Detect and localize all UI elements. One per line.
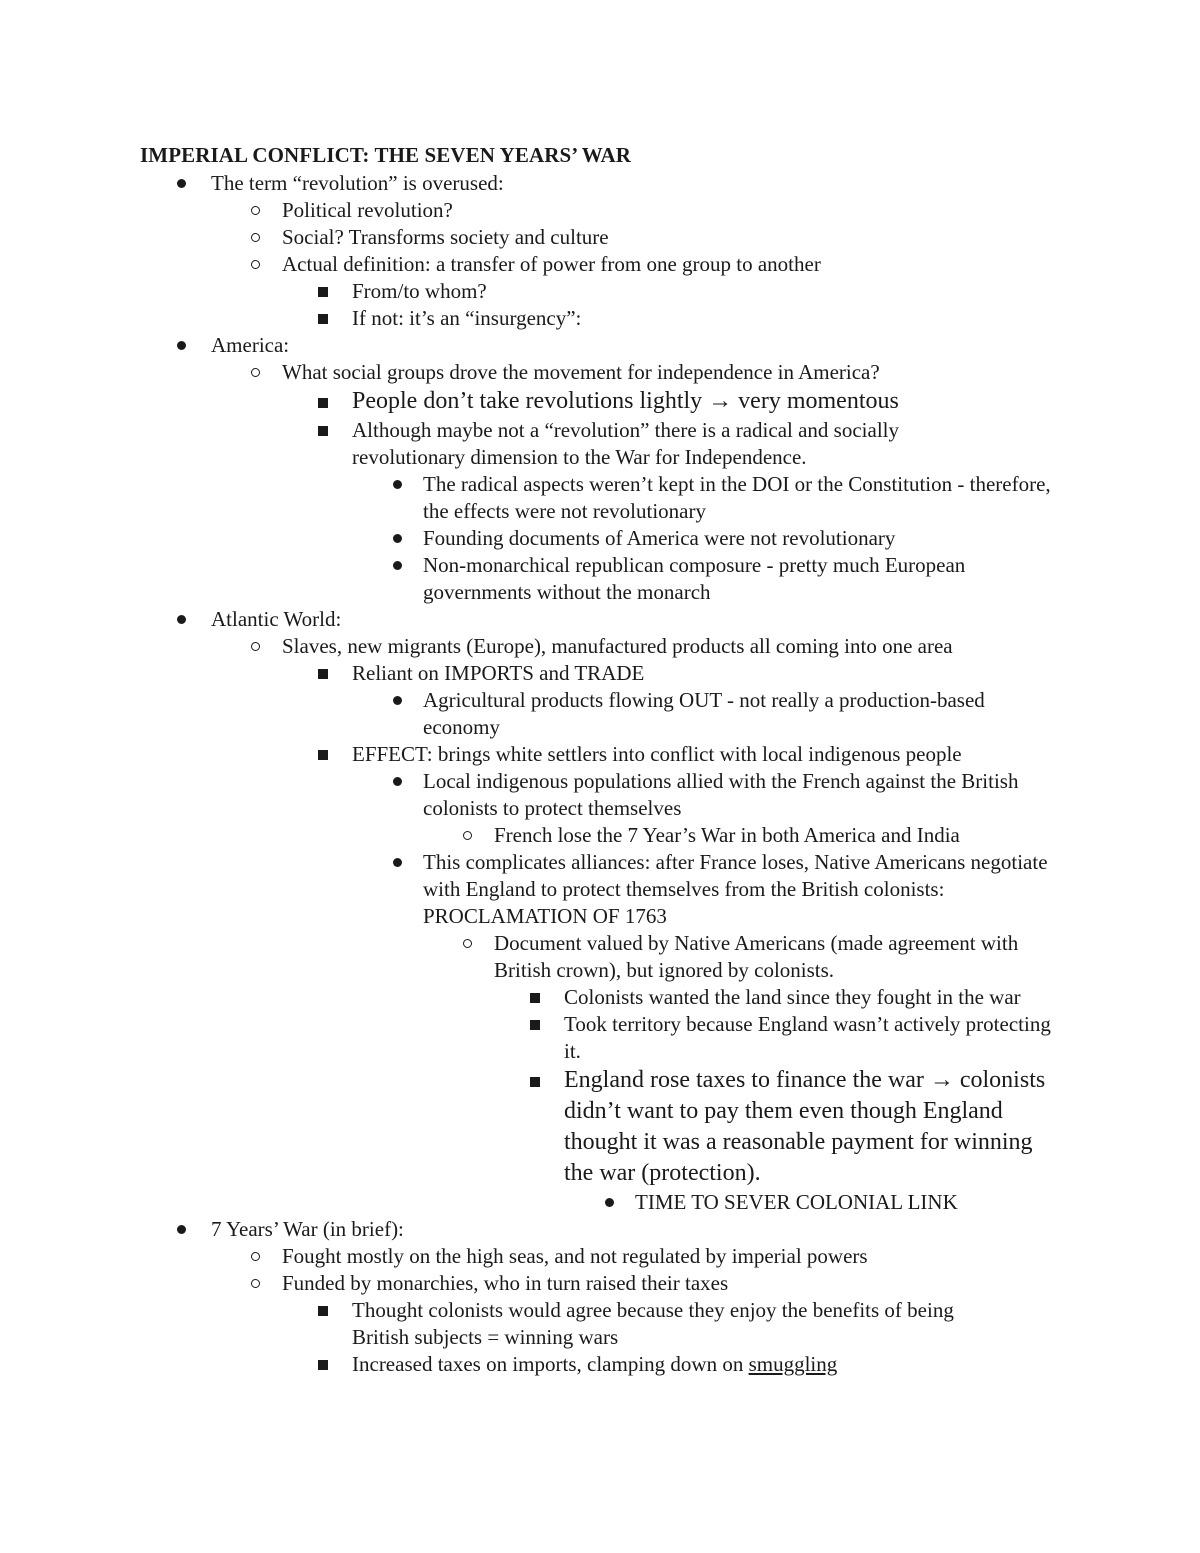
outline-item-text: Increased taxes on imports, clamping down on smuggling [352,1352,838,1376]
outline-item [0,1243,1200,1270]
filled-circle-bullet-icon [393,480,402,489]
hollow-circle-bullet-icon [251,1279,260,1288]
outline-item [0,386,1200,417]
outline-item [0,170,1200,197]
outline-item [0,768,1200,822]
hollow-circle-bullet-icon [251,206,260,215]
outline-item [0,525,1200,552]
outline-item [0,687,1200,741]
hollow-circle-bullet-icon [251,368,260,377]
outline-item-text: Although maybe not a “revolution” there is a radical and socially revolutionary dimension to the War for Independence. [352,418,899,469]
outline-item-text: Local indigenous populations allied with the French against the British colonists to protect themselves [423,769,1019,820]
outline-item-text: From/to whom? [352,279,487,303]
outline-item [0,822,1200,849]
filled-circle-bullet-icon [393,534,402,543]
outline-item [0,251,1200,278]
filled-circle-bullet-icon [605,1198,614,1207]
outline-item-text: Colonists wanted the land since they fought in the war [564,985,1021,1009]
outline-item [0,278,1200,305]
outline-item-text: Thought colonists would agree because they enjoy the benefits of being British subjects = winning wars [352,1298,954,1349]
square-bullet-icon [530,1077,540,1087]
outline-item [0,1216,1200,1243]
outline-item-text: The term “revolution” is overused: [211,171,504,195]
outline-item-text: The radical aspects weren’t kept in the DOI or the Constitution - therefore, the effects were not revolutionary [423,472,1051,523]
outline-item-text: People don’t take revolutions lightly → very momentous [352,388,899,414]
outline-item [0,224,1200,251]
outline-item-text: America: [211,333,290,357]
hollow-circle-bullet-icon [251,642,260,651]
hollow-circle-bullet-icon [463,831,472,840]
outline-item-text: Funded by monarchies, who in turn raised their taxes [282,1271,729,1295]
square-bullet-icon [318,426,328,436]
filled-circle-bullet-icon [177,1225,186,1234]
outline-item-text: Reliant on IMPORTS and TRADE [352,661,645,685]
outline-item-text: EFFECT: brings white settlers into conflict with local indigenous people [352,742,962,766]
outline-item-text: French lose the 7 Year’s War in both America and India [494,823,960,847]
square-bullet-icon [318,287,328,297]
outline-item-text: TIME TO SEVER COLONIAL LINK [635,1190,958,1214]
outline-item-text: 7 Years’ War (in brief): [211,1217,404,1241]
hollow-circle-bullet-icon [251,260,260,269]
outline-item [0,417,1200,471]
outline-item [0,305,1200,332]
square-bullet-icon [318,314,328,324]
hollow-circle-bullet-icon [463,939,472,948]
outline-item [0,332,1200,359]
outline-item-text: Agricultural products flowing OUT - not really a production-based economy [423,688,985,739]
outline-item [0,1065,1200,1189]
square-bullet-icon [530,1020,540,1030]
outline-item-text: Document valued by Native Americans (made agreement with British crown), but ignored by colonists. [494,931,1019,982]
filled-circle-bullet-icon [393,696,402,705]
outline-item-text: This complicates alliances: after France loses, Native Americans negotiate with England to protect themselves from the British colonists: PROCLAMATION OF 1763 [423,850,1048,928]
hollow-circle-bullet-icon [251,1252,260,1261]
outline-item-text: Social? Transforms society and culture [282,225,609,249]
outline-item [0,1189,1200,1216]
square-bullet-icon [318,1360,328,1370]
outline-item-text: Founding documents of America were not revolutionary [423,526,896,550]
outline-item [0,930,1200,984]
square-bullet-icon [318,669,328,679]
page-title: IMPERIAL CONFLICT: THE SEVEN YEARS’ WAR [140,143,632,167]
outline-item-text: Took territory because England wasn’t actively protecting it. [564,1012,1051,1063]
filled-circle-bullet-icon [393,561,402,570]
outline-item-text: What social groups drove the movement for independence in America? [282,360,880,384]
filled-circle-bullet-icon [177,615,186,624]
square-bullet-icon [318,750,328,760]
filled-circle-bullet-icon [393,777,402,786]
outline-item [0,1297,1200,1351]
outline-item [0,197,1200,224]
outline-item [0,1351,1200,1378]
outline-item [0,849,1200,930]
outline-item-text: England rose taxes to finance the war → colonists didn’t want to pay them even though England thought it was a reasonable payment for winning the war (protection). [564,1067,1046,1186]
outline-item [0,741,1200,768]
filled-circle-bullet-icon [177,179,186,188]
outline-item-text: Non-monarchical republican composure - pretty much European governments without the monarch [423,553,966,604]
outline-item-text: If not: it’s an “insurgency”: [352,306,582,330]
underlined-word: smuggling [748,1352,838,1376]
outline-item [0,552,1200,606]
square-bullet-icon [318,398,328,408]
square-bullet-icon [530,993,540,1003]
outline-item [0,1270,1200,1297]
outline-item [0,633,1200,660]
square-bullet-icon [318,1306,328,1316]
hollow-circle-bullet-icon [251,233,260,242]
outline-item [0,1011,1200,1065]
outline-list [0,170,1200,1378]
outline-item [0,471,1200,525]
outline-item-text: Political revolution? [282,198,453,222]
filled-circle-bullet-icon [177,341,186,350]
outline-item [0,359,1200,386]
outline-item [0,606,1200,633]
outline-item-text: Atlantic World: [211,607,342,631]
filled-circle-bullet-icon [393,858,402,867]
outline-item-text: Fought mostly on the high seas, and not regulated by imperial powers [282,1244,868,1268]
outline-item-text: Slaves, new migrants (Europe), manufactured products all coming into one area [282,634,953,658]
outline-item [0,660,1200,687]
outline-item-text: Actual definition: a transfer of power from one group to another [282,252,821,276]
outline-item [0,984,1200,1011]
